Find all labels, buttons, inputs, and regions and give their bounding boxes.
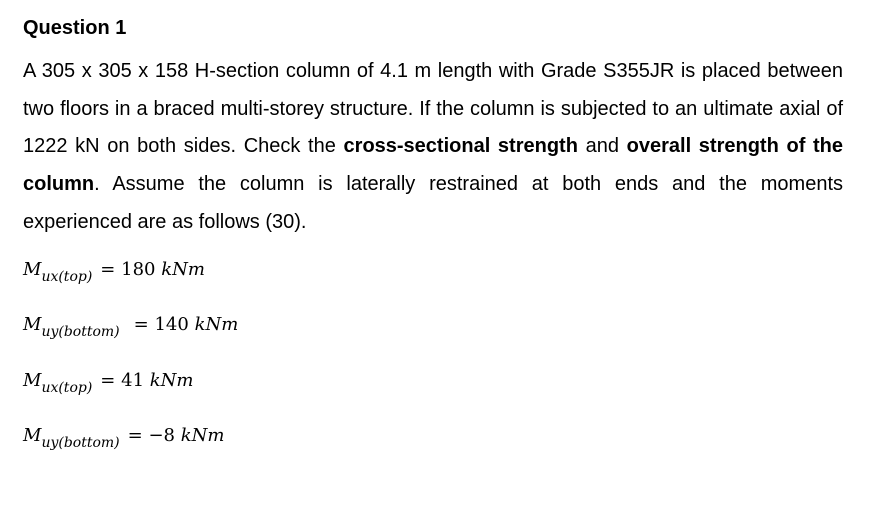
moment-subscript: ux(top) (41, 268, 93, 285)
moment-unit: kNm (161, 258, 205, 280)
moment-unit: kNm (149, 369, 194, 391)
question-body (23, 53, 843, 242)
moment-equation-4 (23, 425, 843, 481)
document-page (23, 14, 843, 481)
moment-unit: kNm (194, 314, 239, 336)
bold-overall-strength: overall strength of the column (23, 135, 844, 196)
moment-symbol: M (23, 369, 42, 391)
equals-sign: = (127, 425, 143, 447)
question-text-part1: A 305 x 305 x 158 H-section column of 4.1 m length with Grade S355JR is placed between two floors in a braced multi-storey structure. If the column is subjected to an ultimate axial of 1222 kN on both sides. Check the (23, 60, 843, 158)
moment-subscript: uy(bottom) (41, 435, 120, 452)
moment-subscript: uy(bottom) (41, 324, 120, 341)
question-text-part2: and (577, 135, 627, 158)
moment-value: −8 (148, 425, 176, 447)
moment-symbol: M (23, 314, 42, 336)
moment-equation-2 (23, 314, 843, 370)
moment-subscript: ux(top) (41, 379, 93, 396)
moment-symbol: M (23, 258, 42, 280)
moment-value: 180 (121, 258, 156, 280)
moment-unit: kNm (180, 425, 225, 447)
moment-equation-1 (23, 259, 843, 315)
equals-sign: = (100, 258, 116, 280)
moment-value: 140 (154, 314, 189, 336)
moment-symbol: M (23, 425, 42, 447)
question-title: Question 1 (23, 17, 127, 39)
moment-equation-3 (23, 370, 843, 426)
moment-equations (23, 259, 843, 481)
equals-sign: = (133, 314, 149, 336)
bold-cross-sectional-strength: cross-sectional strength (343, 135, 578, 158)
question-text-part3: . Assume the column is laterally restrained at both ends and the moments experienced are as follows (30). (23, 173, 843, 233)
equals-sign: = (100, 369, 116, 391)
moment-value: 41 (121, 369, 145, 391)
